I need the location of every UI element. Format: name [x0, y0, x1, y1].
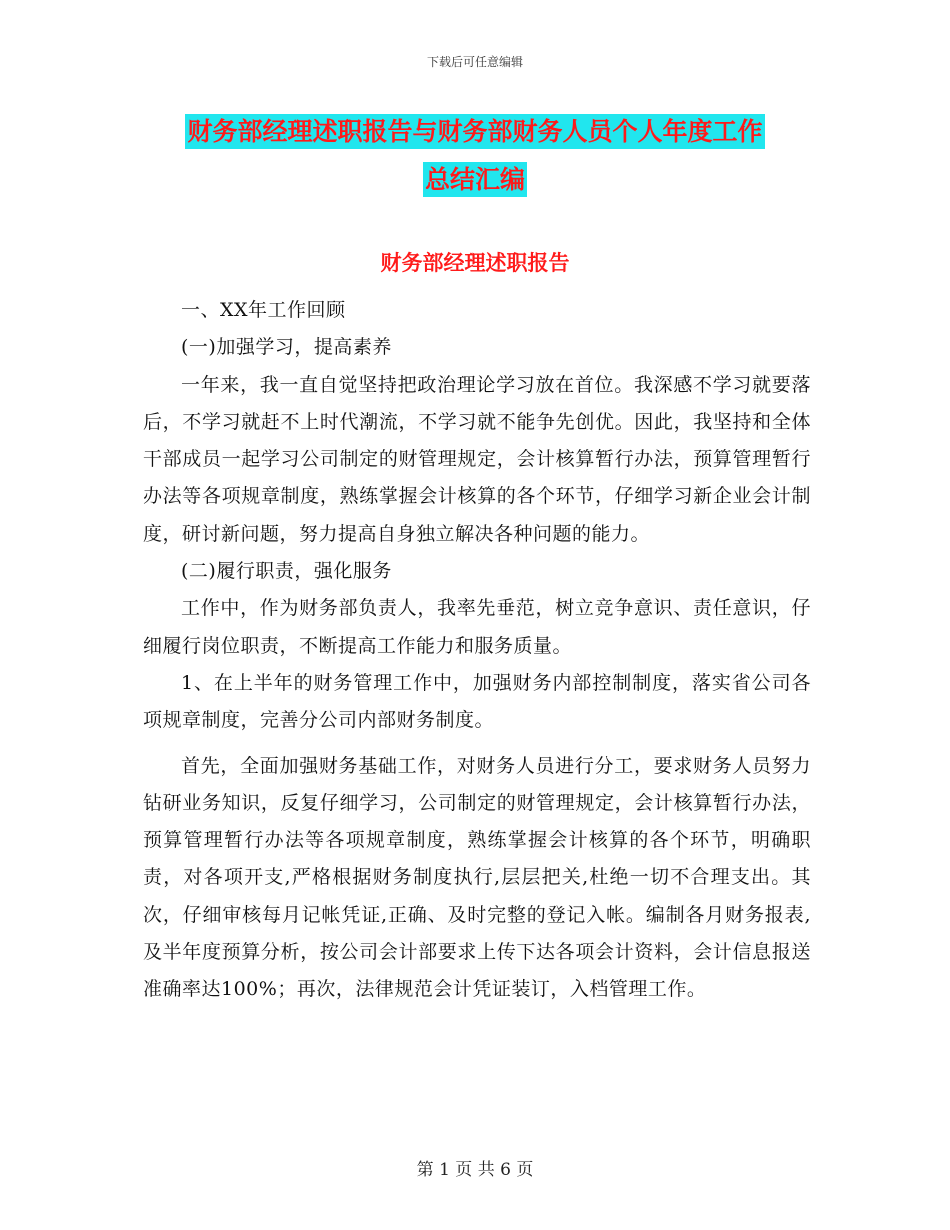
paragraph-details: 首先，全面加强财务基础工作，对财务人员进行分工，要求财务人员努力钻研业务知识，反复仔细学习，公司制定的财管理规定，会计核算暂行办法，预算管理暂行办法等各项规章制度，熟练掌握会计核算的各个环节，明确职责，对各项开支,严格根据财务制度执行,层层把关,杜绝一切不合理支出。其次，仔细审核每月记帐凭证,正确、及时完整的登记入帐。编制各月财务报表,及半年度预算分析，按公司会计部要求上传下达各项会计资料，会计信息报送准确率达100%；再次，法律规范会计凭证装订，入档管理工作。 — [143, 754, 811, 1001]
section-title: 财务部经理述职报告 — [380, 251, 570, 275]
subheading-study: (一)加强学习，提高素养 — [181, 336, 392, 359]
document-body — [143, 292, 811, 1009]
document-title-line-1: 财务部经理述职报告与财务部财务人员个人年度工作 — [185, 114, 764, 149]
paragraph-duties: 工作中，作为财务部负责人，我率先垂范，树立竞争意识、责任意识，仔细履行岗位职责，不断提高工作能力和服务质量。 — [143, 597, 811, 657]
page-number: 第 1 页 共 6 页 — [416, 1160, 534, 1180]
document-title — [0, 108, 950, 204]
subheading-duties: (二)履行职责，强化服务 — [181, 560, 392, 583]
paragraph-item-1: 1、在上半年的财务管理工作中，加强财务内部控制制度，落实省公司各项规章制度，完善分公司内部财务制度。 — [143, 671, 811, 732]
paragraph-study: 一年来，我一直自觉坚持把政治理论学习放在首位。我深感不学习就要落后，不学习就赶不上时代潮流，不学习就不能争先创优。因此，我坚持和全体干部成员一起学习公司制定的财管理规定，会计核算暂行办法，预算管理暂行办法等各项规章制度，熟练掌握会计核算的各个环节，仔细学习新企业会计制度，研讨新问题，努力提高自身独立解决各种问题的能力。 — [143, 373, 811, 545]
document-title-line-2: 总结汇编 — [423, 162, 527, 197]
header-note: 下载后可任意编辑 — [426, 55, 523, 69]
heading-work-review: 一、XX年工作回顾 — [181, 299, 346, 321]
